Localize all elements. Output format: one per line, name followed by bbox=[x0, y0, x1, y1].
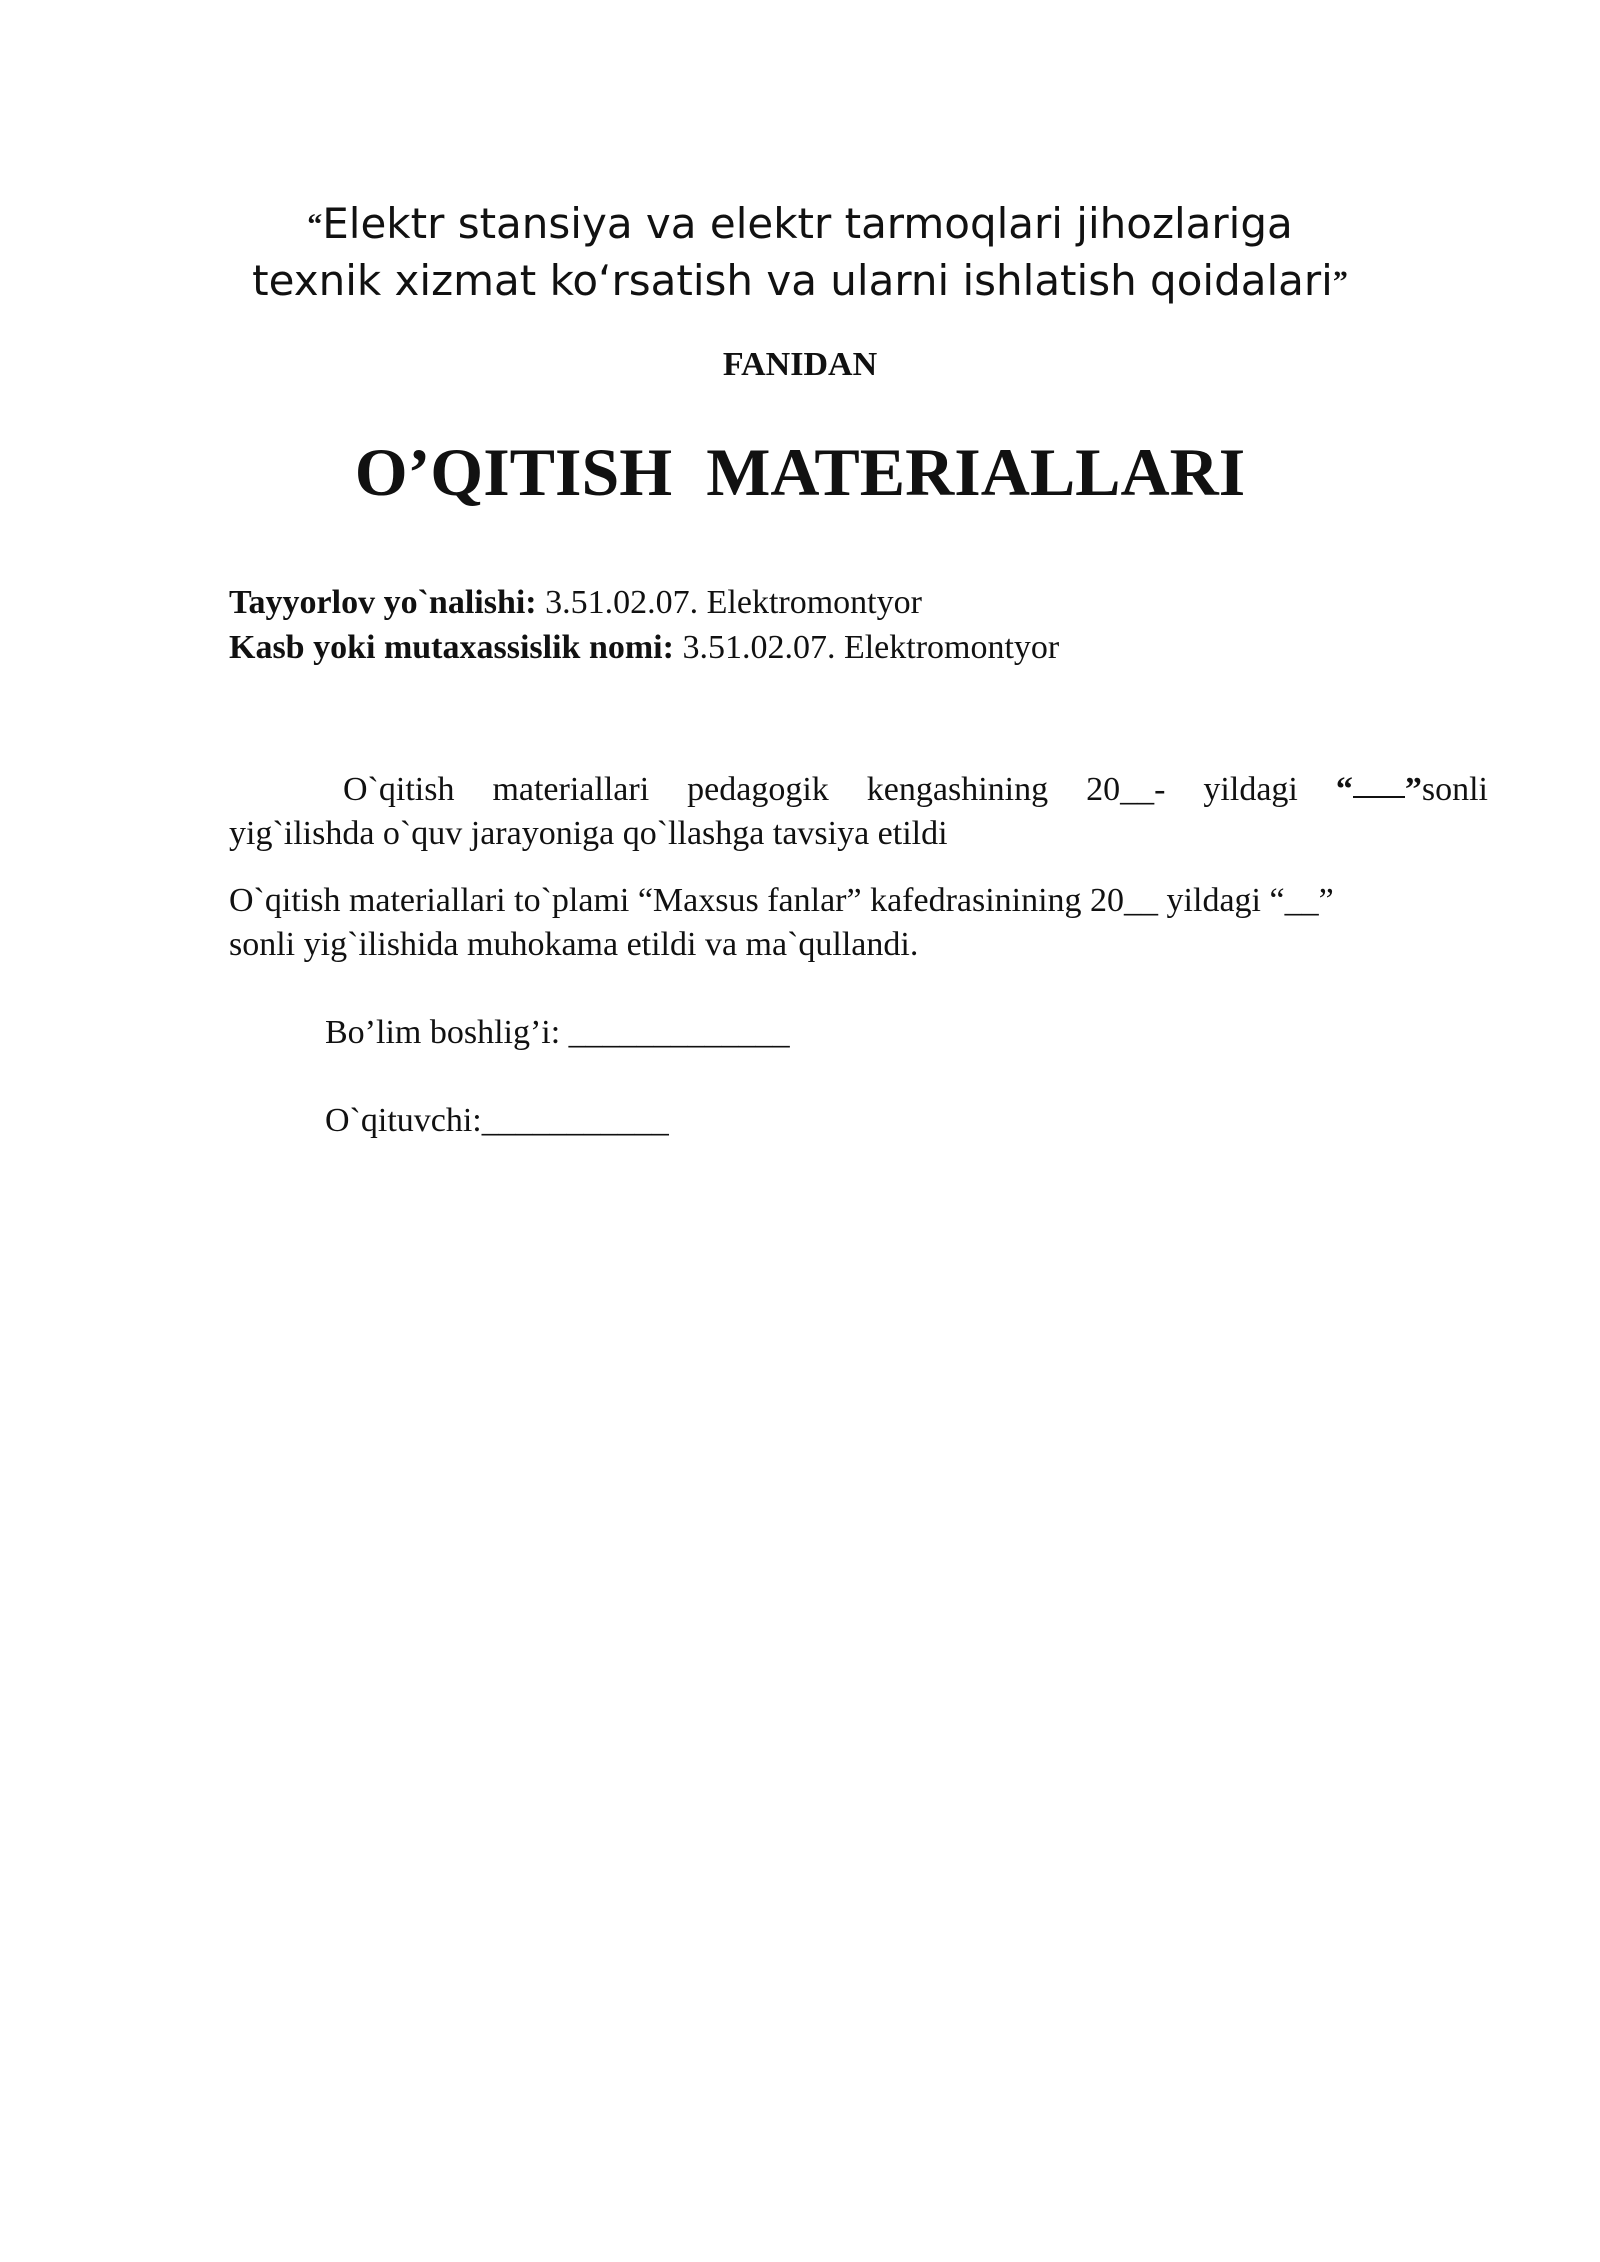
session-number-blank: “ ”sonli bbox=[1335, 771, 1488, 808]
subject-title-text-2: texnik xizmat ko‘rsatish va ularni ishlatish qoidalari bbox=[252, 256, 1333, 305]
profession-line bbox=[229, 627, 1059, 669]
subject-title-text-1: Elektr stansiya va elektr tarmoqlari jihozlariga bbox=[322, 199, 1293, 248]
direction-value: 3.51.02.07. Elektromontyor bbox=[545, 584, 922, 621]
word: kengashining bbox=[866, 771, 1049, 808]
teacher-signature-line: O`qituvchi:___________ bbox=[325, 1102, 669, 1139]
direction-line bbox=[229, 582, 922, 624]
profession-value: 3.51.02.07. Elektromontyor bbox=[682, 629, 1060, 666]
word: O`qitish bbox=[343, 771, 455, 808]
word: yildagi bbox=[1203, 771, 1298, 808]
approval-paragraph-2 bbox=[229, 879, 1488, 967]
profession-label: Kasb yoki mutaxassislik nomi: bbox=[229, 629, 674, 666]
approval-paragraph-1-line-1 bbox=[229, 768, 1488, 812]
word: 20__- bbox=[1086, 771, 1166, 808]
subject-title-line-1 bbox=[0, 196, 1600, 253]
approval-paragraph-2-line-1: O`qitish materiallari to`plami “Maxsus fanlar” kafedrasinining 20__ yildagi “__” bbox=[229, 882, 1334, 919]
blank-underline bbox=[1353, 770, 1405, 798]
direction-label: Tayyorlov yo`nalishi: bbox=[229, 584, 537, 621]
close-quote: ” bbox=[1332, 265, 1348, 298]
fanidan-heading: FANIDAN bbox=[722, 346, 878, 383]
approval-paragraph-2-line-2: sonli yig`ilishida muhokama etildi va ma`qullandi. bbox=[229, 926, 919, 963]
document-title: O’QITISH MATERIALLARI bbox=[354, 434, 1246, 510]
approval-paragraph-1-line-2: yig`ilishda o`quv jarayoniga qo`llashga tavsiya etildi bbox=[229, 815, 948, 852]
approval-paragraph-1 bbox=[229, 768, 1488, 856]
subject-title-line-2 bbox=[0, 253, 1600, 310]
word: materiallari bbox=[492, 771, 650, 808]
open-quote: “ bbox=[307, 208, 323, 241]
department-head-signature-line: Bo’lim boshlig’i: _____________ bbox=[325, 1014, 790, 1051]
word: pedagogik bbox=[687, 771, 829, 808]
